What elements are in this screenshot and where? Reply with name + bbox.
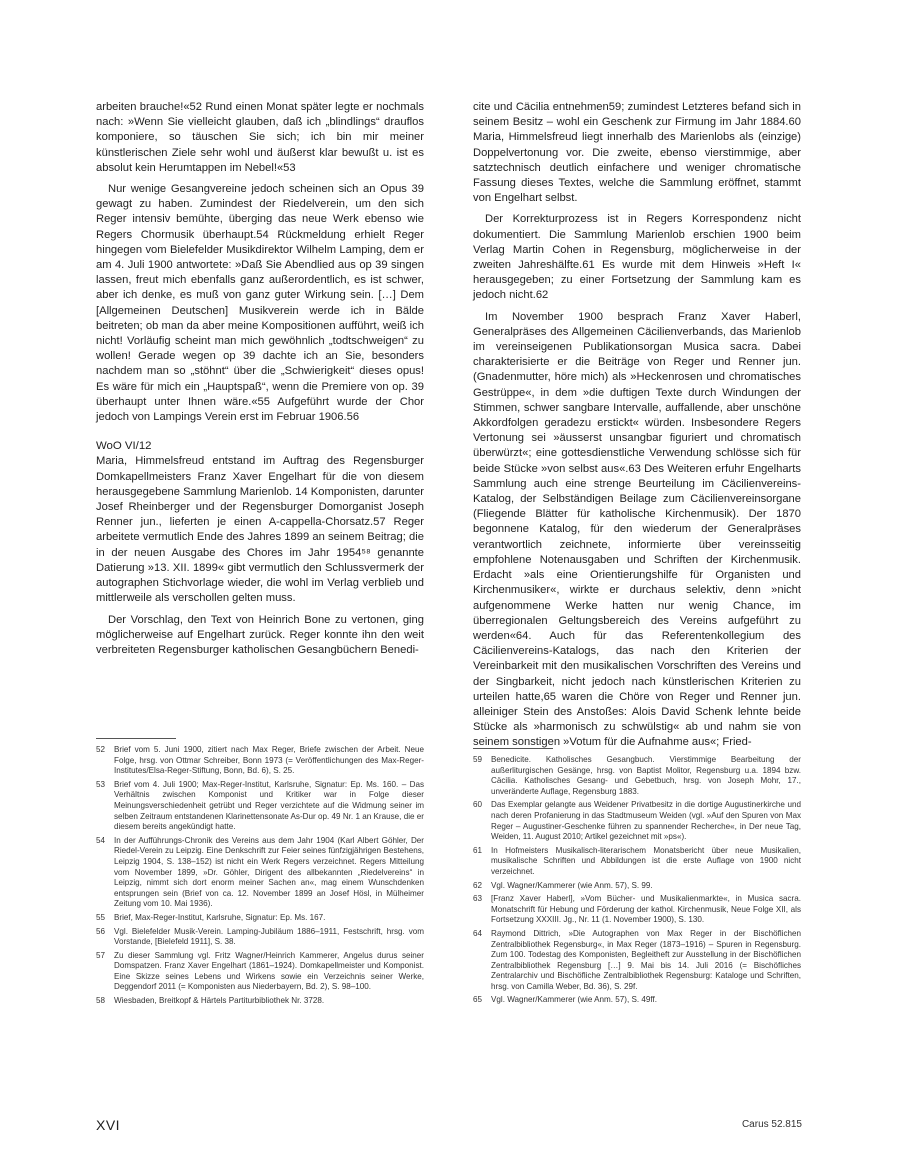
paragraph: cite und Cäcilia entnehmen59; zumindest Letzteres befand sich in seinem Besitz – wohl ein Geschenk zur Firmung im Jahr 1884.60 Maria, Himmelsfreud liegt innerhalb des Marienlobs als (einzige) Doppelvertonung vor. Die zweite, ebenso vierstimmige, aber satztechnisch deutlich einfachere und weniger chromatische Fassung dieses Textes, welche die Sammlung eröffnet, stammt von Engelhart selbst. — [473, 101, 801, 205]
footnote-number: 61 — [473, 845, 483, 855]
footnote-text: Vgl. Bielefelder Musik-Verein. Lamping-Jubiläum 1886–1911, Festschrift, hrsg. vom Vorstande, [Bielefeld 1911], S. 38. — [114, 926, 424, 947]
footnote-text: Wiesbaden, Breitkopf & Härtels Partiturbibliothek Nr. 3728. — [114, 996, 325, 1006]
footnote-text: Brief vom 5. Juni 1900, zitiert nach Max Reger, Briefe zwischen der Arbeit. Neue Folge, hrsg. von Ottmar Schreiber, Bonn 1973 (= Veröffentlichungen des Max-Reger-Institutes/Elsa-Reger-Stiftung, Bonn, Bd. 6), S. 25. — [114, 745, 424, 776]
footnotes-right — [473, 748, 801, 1009]
footnote — [96, 996, 424, 1007]
footnote — [473, 881, 801, 892]
footnote-text: Brief, Max-Reger-Institut, Karlsruhe, Signatur: Ep. Ms. 167. — [114, 912, 326, 922]
footnote-number: 63 — [473, 894, 483, 904]
footnote — [473, 800, 801, 842]
footnote — [96, 780, 424, 833]
footnote-text: [Franz Xaver Haberl], »Vom Bücher- und Musikalienmarkte«, in Musica sacra. Monatschrift für Hebung und Förderung der kathol. Kirchenmusik, Neue Folge XII, als Fortsetzung XXXIII. Jg., Nr. 11 (1. November 1900), S. 130. — [491, 894, 801, 925]
footnote-text: Zu dieser Sammlung vgl. Fritz Wagner/Heinrich Kammerer, Angelus durus seiner Domspatzen. Franz Xaver Engelhart (1861–1924). Domkapellmeister und Komponist. Eine Skizze seines Lebens und Wirkens sowie ein Verzeichnis seiner Werke, Deggendorf 2011 (= Komponisten aus Niederbayern, Bd. 2), S. 98–100. — [114, 950, 424, 992]
footnote-number: 53 — [96, 779, 106, 789]
footnote — [96, 836, 424, 910]
catalog-number: Carus 52.815 — [741, 1119, 802, 1130]
footnotes-left — [96, 738, 424, 1010]
footnote — [96, 913, 424, 924]
footnote-text: In Hofmeisters Musikalisch-literarischem Monatsbericht über neue Musikalien, musikalische Schriften und Abbildungen ist die erste Auflage von 1900 nicht verzeichnet. — [491, 845, 801, 876]
footnote — [473, 846, 801, 878]
left-column — [96, 100, 424, 664]
footnote-number: 56 — [96, 926, 106, 936]
section-heading: WoO VI/12 — [96, 440, 152, 453]
paragraph: Der Vorschlag, den Text von Heinrich Bone zu vertonen, ging möglicherweise auf Engelhart zurück. Reger konnte ihn den weit verbreiteten Regensburger katholischen Gesangbüchern Benedi- — [96, 613, 424, 656]
footnote — [473, 755, 801, 797]
footnote-number: 60 — [473, 800, 483, 810]
footnote-text: In der Aufführungs-Chronik des Vereins aus dem Jahr 1904 (Karl Albert Göhler, Der Riedel-Verein zu Leipzig. Eine Denkschrift zur Feier seines fünfzigjährigen Bestehens, Leipzig 1904, S. 138–152) ist nicht ein Werk Regers verzeichnet. Regers Mitteilung vom November 1899, »Dr. Göhler, Dirigent des allbekannten „Riedelvereins“ in Leipzig, nimmt sich dort enorm meiner Sachen an«, mag einem Wunschdenken entsprungen sein (Brief von ca. 12. November 1899 an Josef Hösl, in Mülheimer Zeitung vom 10. Mai 1936). — [114, 835, 424, 909]
footnote-number: 65 — [473, 995, 483, 1005]
footnote-number: 54 — [96, 835, 106, 845]
footnote-text: Vgl. Wagner/Kammerer (wie Anm. 57), S. 99. — [491, 880, 653, 890]
footnote — [473, 995, 801, 1006]
footnote-rule — [473, 748, 553, 749]
footnote-text: Raymond Dittrich, »Die Autographen von Max Reger in der Bischöflichen Zentralbibliothek Regensburg«, in Max Reger (1873–1916) – Spuren in Regensburg. Zum 100. Todestag des Komponisten, Begleitheft zur Ausstellung in der Bischöflichen Zentralbibliothek Regensburg […] 9. Mai bis 14. Juli 2016 (= Bischöfliches Zentralarchiv und Bischöfliche Zentralbibliothek Regensburg: Kataloge und Schriften, hrsg. von Camilla Weber, Bd. 36), S. 29f. — [491, 928, 801, 991]
footnote-number: 58 — [96, 996, 106, 1006]
footnote-text: Vgl. Wagner/Kammerer (wie Anm. 57), S. 49ff. — [491, 995, 657, 1005]
footnote-number: 57 — [96, 950, 106, 960]
page-number: XVI — [96, 1117, 121, 1133]
paragraph: Maria, Himmelsfreud entstand im Auftrag des Regensburger Domkapellmeisters Franz Xaver Engelhart für die von diesem herausgegebene Sammlung Marienlob. 14 Komponisten, darunter Josef Rheinberger und der Regensburger Domorganist Joseph Renner jun., lieferten je einen A-cappella-Chorsatz.57 Reger arbeitete vermutlich Ende des Jahres 1899 an seinem Beitrag; die in der neuen Ausgabe des Chores im Jahr 1954⁵⁸ genannte Datierung »13. XII. 1899« gibt vermutlich den Schlussvermerk der autographen Stichvorlage wieder, die wohl im Verlag verblieb und mittlerweile als verschollen gelten muss. — [96, 455, 424, 605]
footnote-number: 52 — [96, 745, 106, 754]
footnote-number: 62 — [473, 880, 483, 890]
footnote-text: Benedicite. Katholisches Gesangbuch. Vierstimmige Bearbeitung der außerliturgischen Gesänge, hrsg. von Baptist Molitor, Regensburg u.a. 1894 bzw. Cäcilia. Katholisches Gesang- und Gebetbuch, hrsg. von Joseph Mohr, 17., unveränderte Auflage, Regensburg 1883. — [491, 755, 801, 796]
footnote-rule — [96, 738, 176, 739]
right-column — [473, 100, 801, 757]
paragraph: Der Korrekturprozess ist in Regers Korrespondenz nicht dokumentiert. Die Sammlung Marienlob erschien 1900 beim Verlag Martin Cohen in Regensburg, möglicherweise in der zweiten Jahreshälfte.61 Es wurde mit dem Hinweis »Heft I« herausgegeben; zu einer Fortsetzung der Sammlung kam es jedoch nicht.62 — [473, 213, 801, 302]
footnote — [473, 929, 801, 993]
footnote-text: Brief vom 4. Juli 1900; Max-Reger-Institut, Karlsruhe, Signatur: Ep. Ms. 160. – Das Verhältnis zwischen Komponist und Kritiker war in Folge dieser Meinungsverschiedenheit getrübt und Reger verzichtete auf die Widmung seiner im selben Zeitraum entstandenen Klarinettensonate As-Dur op. 49 Nr. 1 an Krause, die er diesem bereits angekündigt hatte. — [114, 779, 424, 832]
footnote-number: 55 — [96, 912, 106, 922]
footnote — [96, 927, 424, 948]
paragraph: arbeiten brauche!«52 Rund einen Monat später legte er nochmals nach: »Wenn Sie vielleicht glauben, daß ich „blindlings“ drauflos komponiere, so täuschen Sie sich; ich bin mir meiner künstlerischen Ziele sehr wohl und äußerst klar bewußt u. ist es absolut kein Herumtappen im Nebel!«53 — [96, 101, 424, 174]
footnote — [96, 745, 424, 777]
footnote — [473, 894, 801, 926]
footnote-text: Das Exemplar gelangte aus Weidener Privatbesitz in die dortige Augustinerkirche und nach deren Profanierung in das Stadtmuseum Weiden (vgl. »Auf den Spuren von Max Reger – Augustiner-Geschenke führen zu spannender Recherche«, in Der neue Tag, Weiden, 11. August 2010; Artikel gezeichnet mit »ps«). — [491, 800, 801, 842]
footnote-number: 59 — [473, 755, 483, 764]
paragraph: Nur wenige Gesangvereine jedoch scheinen sich an Opus 39 gewagt zu haben. Zumindest der Riedelverein, um den sich Reger intensiv bemühte, überging das neue Werk ebenso wie Regers Chormusik überhaupt.54 Rückmeldung erhielt Reger hingegen vom Bielefelder Musikdirektor Wilhelm Lamping, dem er am 4. Juli 1900 antwortete: »Daß Sie Abendlied aus op 39 singen lassen, freut mich ebenfalls ganz außerordentlich, es ist schwer, aber ich denke, es muß von ganz guter Wirkung sein. […] Dem [Allgemeinen Deutschen] Musikverein werde ich in Bälde beitreten; ob man da aber meine Kompositionen aufführt, weiß ich nicht! Vorläufig scheint man mich gewöhnlich „todtschweigen“ zu wollen! Gerade wegen op 39 dachte ich an Sie, besonders nachdem man so „stöhnt“ über die „Schwierigkeit“ dieses opus! Es wäre für mich ein „Hauptspaß“, wenn die Premiere von op. 39 überhaupt unter Ihnen wäre.«55 Aufgeführt wurde der Chor jedoch von Lampings Verein erst im Februar 1906.56 — [96, 183, 424, 424]
footnote-number: 64 — [473, 928, 483, 938]
footnote — [96, 951, 424, 993]
paragraph: Im November 1900 besprach Franz Xaver Haberl, Generalpräses des Allgemeinen Cäcilienverbands, das Marienlob im vereinseigenen Publikationsorgan Musica sacra. Dabei charakterisierte er die Beiträge von Reger und Renner jun. (Gnadenmutter, höre mich) als »Heckenrosen und chromatisches Gestrüppe«, in dem »die duftigen Texte durch Windungen der Stimmen, schwer sangbare Intervalle, auffallende, aber unschöne Akkordfolgen geradezu erstickt« würden. Insbesondere Regers Vertonung sei »äusserst unsangbar figuriert und chromatisch überwürzt«; eine gottesdienstliche Verwendung schlösse sich für beide Stücke »von selbst aus«.63 Des Weiteren erfuhr Engelharts Sammlung auch eine strenge Beurteilung im Cäcilienvereins-Katalog, der Selbständigen Beilage zum Cäcilienvereinsorgane (Fliegende Blätter für katholische Kirchenmusik). Der 1870 begonnene Katalog, für den wiederum der Generalpräses verantwortlich zeichnete, informierte über vereinsseitig empfohlene Notenausgaben und Schriften der Kirchenmusik. Erdacht »als eine Orientierungshilfe für Organisten und Kirchenmusiker«, wirkte er durchaus selektiv, denn »nicht aufgenommene Werke hatten nur wenig Chance, im überregionalen Geltungsbereich des Vereins aufgeführt zu werden«64. Auch für das Referentenkollegium des Cäcilienvereins-Katalogs, das nach den Kriterien der Vereinbarkeit mit den musikalischen Vorschriften des Vereins und der Singbarkeit, nicht jedoch nach künstlerischen Kriterien zu urteilen hatte,65 waren die Chöre von Reger und Renner jun. alleiniger Stein des Anstoßes: Alois David Schenk lehnte beide Stücke als »harmonisch zu schwülstig« ab und nahm sie von seinem sonstigen »Votum für die Aufnahme aus«; Fried- — [473, 310, 801, 749]
